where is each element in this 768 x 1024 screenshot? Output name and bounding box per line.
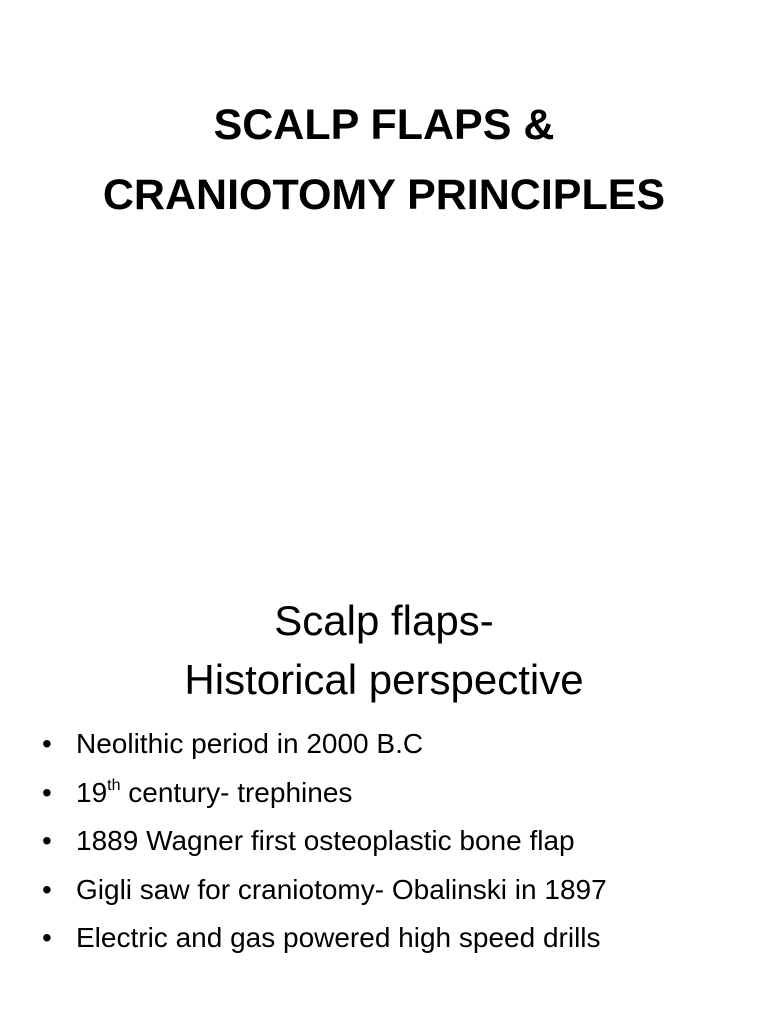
bullet-icon: •: [42, 728, 52, 759]
slide-heading-line-2: Historical perspective: [184, 656, 584, 703]
list-item-text: Neolithic period in 2000 B.C: [76, 728, 424, 759]
list-item: [0, 868, 607, 917]
list-item-text: Electric and gas powered high speed drills: [76, 922, 601, 953]
slide-title-line-1: SCALP FLAPS &: [213, 101, 555, 149]
bullet-icon: •: [42, 873, 52, 905]
list-item: [0, 819, 607, 868]
list-item-text: century- trephines: [120, 776, 353, 808]
bullet-icon: •: [42, 825, 52, 856]
list-item-text: Gigli saw for craniotomy- Obalinski in 1897: [76, 873, 607, 905]
list-item-text-number: 19: [76, 776, 108, 808]
bullet-list: [0, 722, 607, 965]
bullet-icon: •: [42, 922, 52, 953]
list-item-superscript: th: [107, 776, 121, 794]
slide-title-line-2: CRANIOTOMY PRINCIPLES: [102, 171, 666, 219]
list-item: [0, 722, 607, 771]
list-item: [0, 771, 607, 820]
list-item: [0, 916, 607, 965]
bullet-icon: •: [42, 776, 52, 808]
slide-heading-line-1: Scalp flaps-: [274, 597, 494, 644]
list-item-text: 1889 Wagner first osteoplastic bone flap: [76, 825, 575, 856]
